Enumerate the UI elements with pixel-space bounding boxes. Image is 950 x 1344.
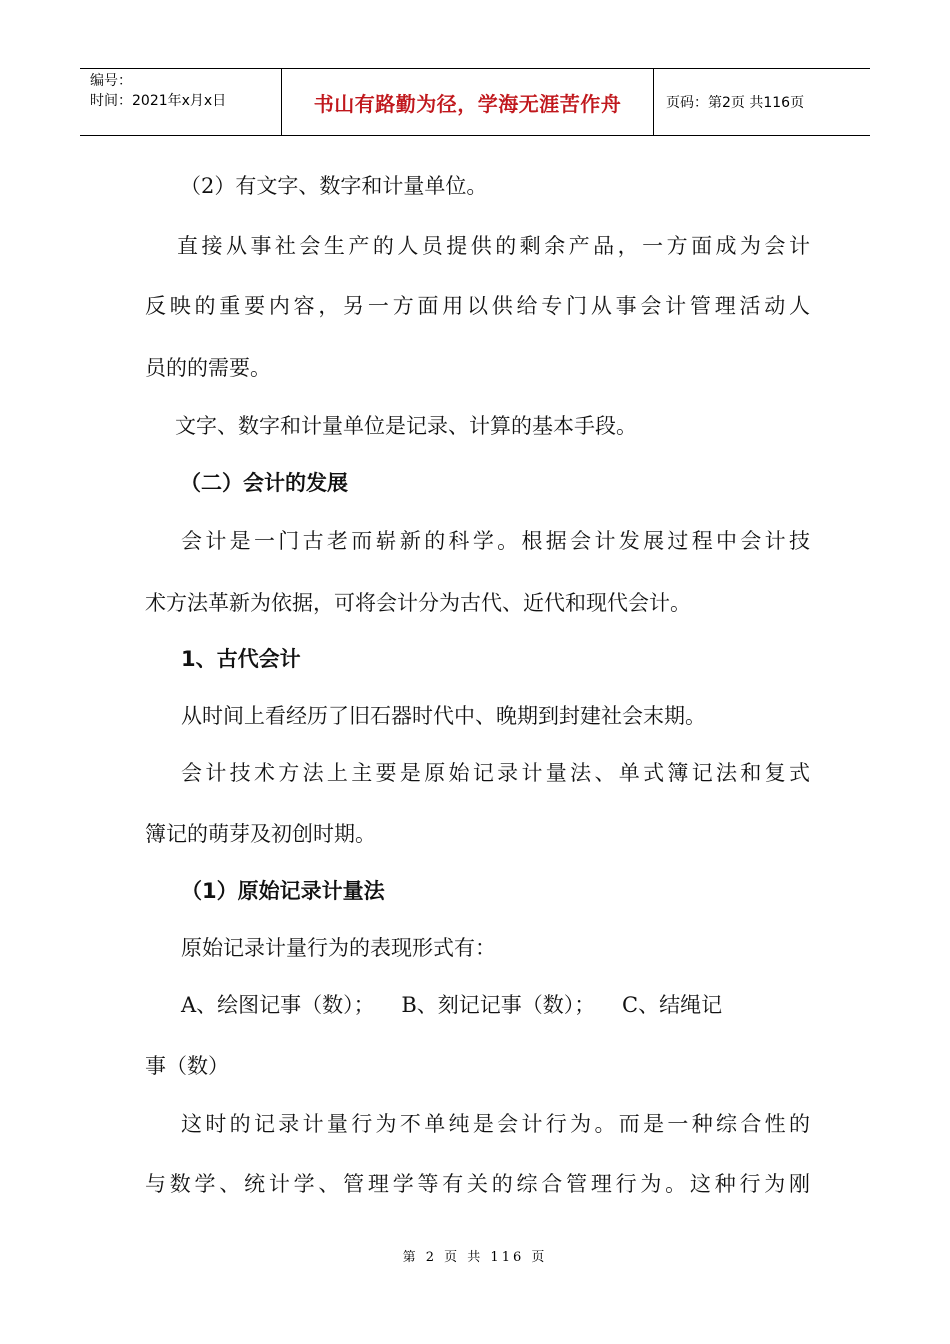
paragraph-line: 直接从事社会生产的人员提供的剩余产品，一方面成为会计 [177, 234, 810, 258]
paragraph-line: A、绘图记事（数）； B、刻记记事（数）； C、结绳记 [181, 993, 723, 1017]
paragraph-line: 事（数） [145, 1054, 229, 1078]
paragraph-line: 从时间上看经历了旧石器时代中、晚期到封建社会末期。 [181, 704, 706, 728]
paragraph-line: 员的的需要。 [145, 356, 271, 380]
paragraph-line: 反映的重要内容，另一方面用以供给专门从事会计管理活动人 [145, 294, 810, 318]
header-motto: 书山有路勤为径，学海无涯苦作舟 [282, 69, 654, 135]
header-time: 时间：2021年x月x日 [90, 93, 227, 109]
paragraph-line: （2）有文字、数字和计量单位。 [180, 174, 488, 198]
paragraph-line: 会计是一门古老而崭新的科学。根据会计发展过程中会计技 [181, 529, 810, 553]
page-footer: 第 2 页 共 116 页 [402, 1250, 548, 1265]
header-number: 编号： [90, 73, 132, 89]
section-heading: 1、古代会计 [181, 647, 301, 671]
paragraph-line: 原始记录计量行为的表现形式有： [181, 936, 496, 960]
paragraph-line: 术方法革新为依据，可将会计分为古代、近代和现代会计。 [145, 591, 691, 615]
paragraph-line: 簿记的萌芽及初创时期。 [145, 822, 376, 846]
header-meta [80, 69, 282, 135]
paragraph-line: 会计技术方法上主要是原始记录计量法、单式簿记法和复式 [181, 761, 810, 785]
paragraph-line: 这时的记录计量行为不单纯是会计行为。而是一种综合性的 [181, 1112, 810, 1136]
section-heading: （1）原始记录计量法 [181, 879, 385, 903]
section-heading: （二）会计的发展 [180, 471, 348, 495]
paragraph-line: 与数学、统计学、管理学等有关的综合管理行为。这种行为刚 [145, 1172, 810, 1196]
paragraph-line: 文字、数字和计量单位是记录、计算的基本手段。 [175, 414, 637, 438]
page-header [80, 68, 870, 136]
header-page-code: 页码：第2页 共116页 [666, 95, 805, 111]
